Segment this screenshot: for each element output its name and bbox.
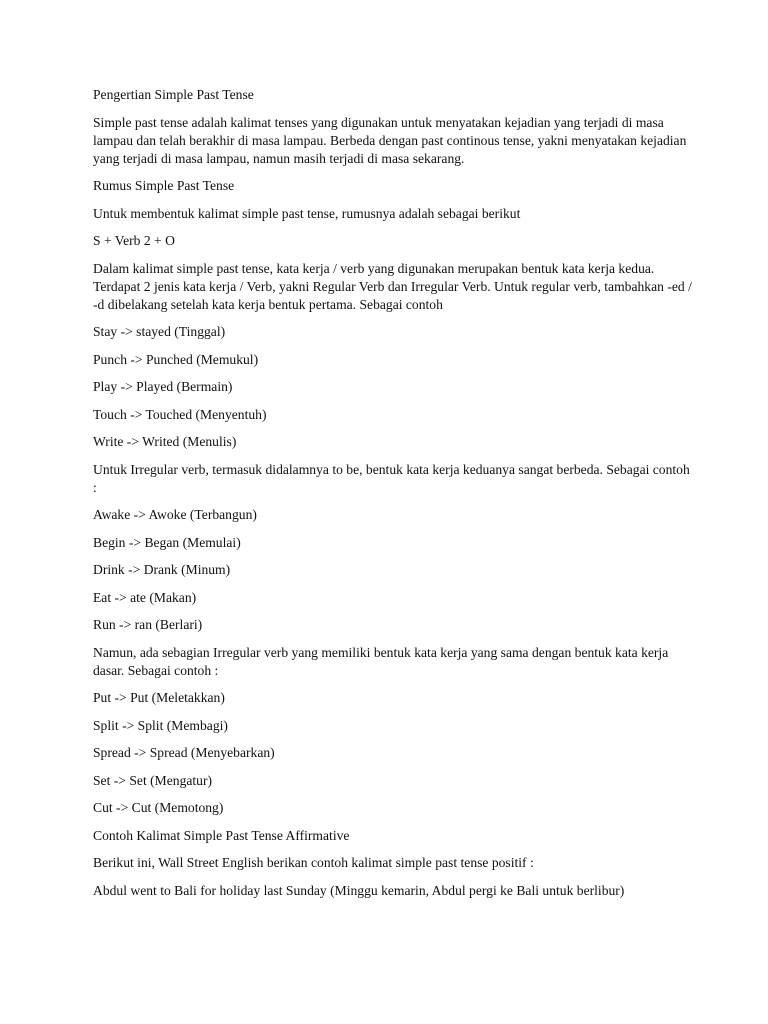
example-sentence: Abdul went to Bali for holiday last Sunday (Minggu kemarin, Abdul pergi ke Bali untuk berlibur) — [93, 882, 625, 898]
example-item: Touch -> Touched (Menyentuh) — [93, 406, 267, 422]
example-item: Stay -> stayed (Tinggal) — [93, 324, 226, 339]
body-paragraph: Berikut ini, Wall Street English berikan contoh kalimat simple past tense positif : — [93, 855, 534, 870]
example-item: Play -> Played (Bermain) — [93, 379, 233, 394]
example-item: Spread -> Spread (Menyebarkan) — [93, 745, 275, 760]
example-item: Drink -> Drank (Minum) — [93, 562, 231, 577]
section-heading: Pengertian Simple Past Tense — [93, 87, 254, 102]
example-item: Punch -> Punched (Memukul) — [93, 351, 259, 367]
example-item: Awake -> Awoke (Terbangun) — [93, 507, 257, 522]
body-paragraph: Untuk Irregular verb, termasuk didalamnya to be, bentuk kata kerja keduanya sangat berbeda. Sebagai contoh : — [93, 461, 690, 495]
section-heading: Rumus Simple Past Tense — [93, 178, 235, 193]
example-item: Write -> Writed (Menulis) — [93, 434, 237, 449]
example-item: Run -> ran (Berlari) — [93, 617, 203, 632]
example-item: Split -> Split (Membagi) — [93, 717, 228, 733]
example-item: Set -> Set (Mengatur) — [93, 772, 213, 788]
body-paragraph: Untuk membentuk kalimat simple past tense, rumusnya adalah sebagai berikut — [93, 205, 521, 221]
section-heading: Contoh Kalimat Simple Past Tense Affirmative — [93, 827, 350, 843]
example-item: Put -> Put (Meletakkan) — [93, 690, 225, 705]
example-item: Begin -> Began (Memulai) — [93, 534, 241, 550]
body-paragraph: Namun, ada sebagian Irregular verb yang memiliki bentuk kata kerja yang sama dengan bentuk kata kerja dasar. Sebagai contoh : — [93, 644, 669, 678]
body-paragraph: Simple past tense adalah kalimat tenses yang digunakan untuk menyatakan kejadian yang terjadi di masa lampau dan telah berakhir di masa lampau. Berbeda dengan past continous tense, yakni menyatakan kejadian yang terjadi di masa lampau, namun masih terjadi di masa sekarang. — [93, 114, 687, 166]
document-page — [93, 86, 693, 909]
formula-line: S + Verb 2 + O — [93, 233, 175, 248]
example-item: Eat -> ate (Makan) — [93, 589, 197, 605]
example-item: Cut -> Cut (Memotong) — [93, 800, 224, 815]
body-paragraph: Dalam kalimat simple past tense, kata kerja / verb yang digunakan merupakan bentuk kata kerja kedua. Terdapat 2 jenis kata kerja / Verb, yakni Regular Verb dan Irregular Verb. Untuk regular verb, tambahkan -ed / -d dibelakang setelah kata kerja bentuk pertama. Sebagai contoh — [93, 260, 692, 312]
